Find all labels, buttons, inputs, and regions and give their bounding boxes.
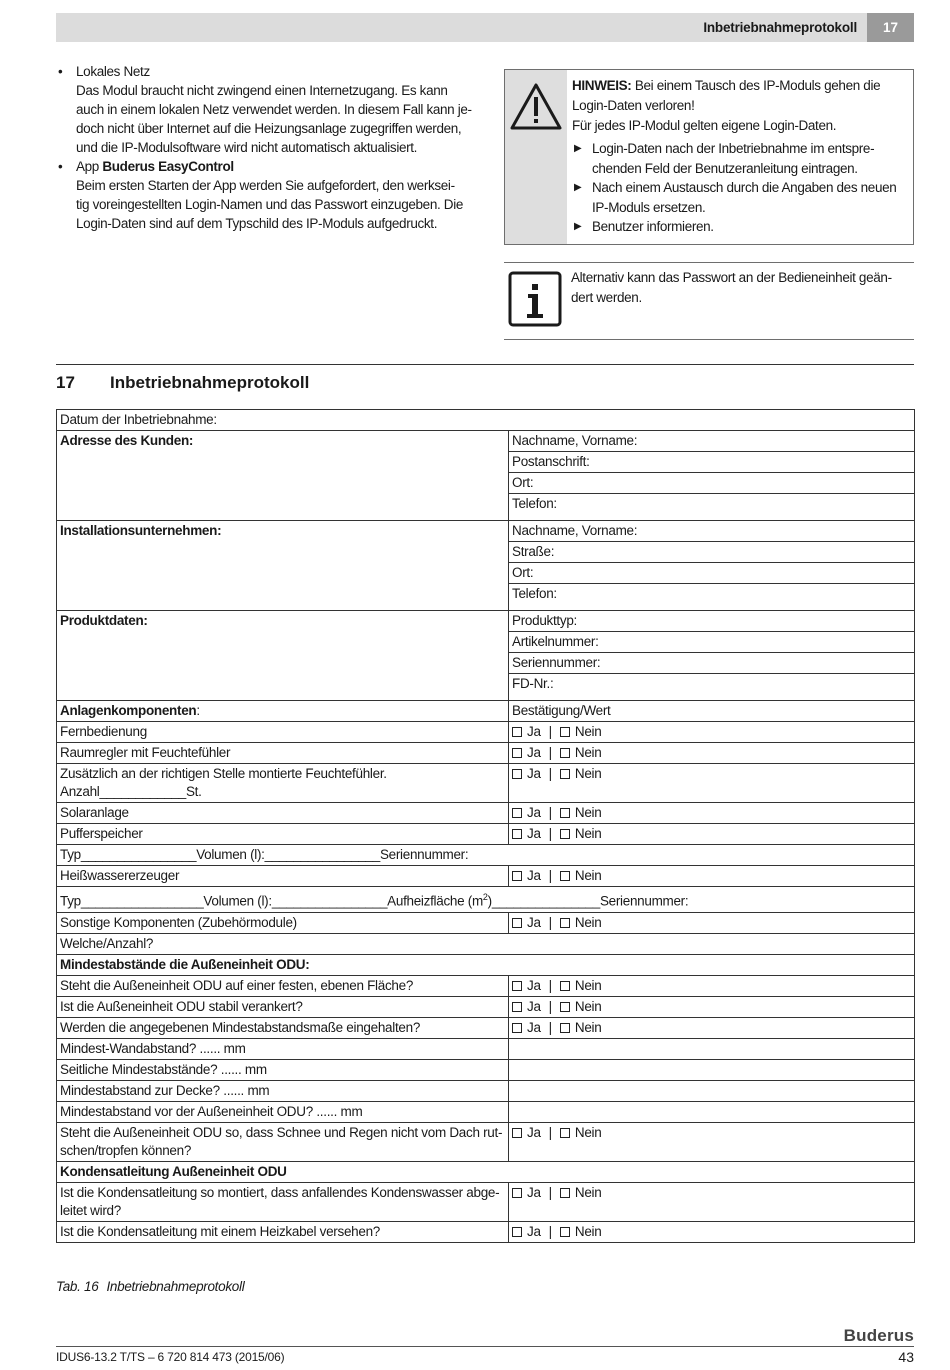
field-customer-city[interactable]: Ort: xyxy=(509,473,915,494)
checkbox-no[interactable] xyxy=(560,1188,570,1198)
field-fd-number[interactable]: FD-Nr.: xyxy=(509,674,915,701)
yes-label: Ja xyxy=(527,1184,541,1200)
yes-label: Ja xyxy=(527,724,541,739)
bullet-line: Login-Daten sind auf dem Typschild des IP-Moduls aufgedruckt. xyxy=(76,216,438,231)
step-line: IP-Moduls ersetzen. xyxy=(592,199,706,215)
field-product-type[interactable]: Produkttyp: xyxy=(509,611,915,632)
product-data-label: Produktdaten: xyxy=(57,611,509,701)
row-label: Ist die Außeneinheit ODU stabil verankert? xyxy=(57,996,509,1017)
table-row xyxy=(57,1161,915,1182)
table-row xyxy=(57,954,915,975)
caption-title: Inbetriebnahmeprotokoll xyxy=(106,1279,245,1294)
row-label xyxy=(57,1182,509,1221)
components-label-text: Anlagenkomponenten xyxy=(60,703,197,718)
table-row xyxy=(57,410,915,431)
step-line: chenden Feld der Benutzeranleitung eintragen. xyxy=(592,160,858,176)
checkbox-no[interactable] xyxy=(560,1128,570,1138)
superscript: 2 xyxy=(482,892,488,902)
min-distance-heading: Mindestabstände die Außeneinheit ODU: xyxy=(57,954,915,975)
bullet-app xyxy=(56,157,476,233)
divider: | xyxy=(548,724,552,739)
bullet-line: auch in einem lokalen Netz verwendet werden. In diesem Fall kann je- xyxy=(76,102,472,117)
table-row xyxy=(57,912,915,933)
yes-label: Ja xyxy=(527,1223,541,1239)
table-row xyxy=(57,1059,915,1080)
divider: | xyxy=(548,868,552,883)
row-label: Werden die angegebenen Mindestabstandsmaße eingehalten? xyxy=(57,1017,509,1038)
bullet-line: und die IP-Modulsoftware wird nicht automatisch aktualisiert. xyxy=(76,140,418,155)
commissioning-table xyxy=(56,409,915,1243)
field-article-number[interactable]: Artikelnummer: xyxy=(509,632,915,653)
checkbox-yes[interactable] xyxy=(512,981,522,991)
arrow-right-icon: ▶ xyxy=(574,221,582,232)
page-header xyxy=(56,13,914,42)
section-number: 17 xyxy=(56,373,75,392)
yes-no-choice xyxy=(509,824,915,845)
yes-label: Ja xyxy=(527,805,541,820)
row-label xyxy=(57,764,509,803)
row-label: Mindestabstand zur Decke? ...... mm xyxy=(57,1080,509,1101)
table-row xyxy=(57,521,915,542)
section-divider xyxy=(56,364,914,365)
table-row xyxy=(57,1038,915,1059)
section-heading xyxy=(56,373,309,393)
checkbox-no[interactable] xyxy=(560,1227,570,1237)
row-label xyxy=(57,1122,509,1161)
checkbox-no[interactable] xyxy=(560,871,570,881)
footer-divider xyxy=(56,1346,914,1347)
no-label: Nein xyxy=(574,1124,602,1140)
yes-no-choice xyxy=(509,764,915,803)
field-buffer-type[interactable]: Typ________________Volumen (l):________________Seriennummer: xyxy=(57,845,915,866)
row-label: Fernbedienung xyxy=(57,722,509,743)
checkbox-yes[interactable] xyxy=(512,829,522,839)
hint-line: Login-Daten verloren! xyxy=(572,98,695,113)
yes-no-choice xyxy=(509,803,915,824)
table-row xyxy=(57,722,915,743)
info-text xyxy=(566,263,900,339)
bullet-title xyxy=(76,157,476,176)
table-row xyxy=(57,1101,915,1122)
yes-no-choice xyxy=(509,912,915,933)
checkbox-no[interactable] xyxy=(560,1002,570,1012)
yes-label: Ja xyxy=(527,868,541,883)
divider: | xyxy=(548,998,552,1014)
checkbox-yes[interactable] xyxy=(512,918,522,928)
divider: | xyxy=(548,805,552,820)
step-line: Benutzer informieren. xyxy=(592,219,714,234)
row-label: Mindestabstand vor der Außeneinheit ODU? ...... mm xyxy=(57,1101,509,1122)
table-row xyxy=(57,824,915,845)
no-label: Nein xyxy=(574,1223,602,1239)
yes-no-choice xyxy=(509,1122,915,1161)
field-hot-water-type[interactable] xyxy=(57,887,915,913)
divider: | xyxy=(548,1124,552,1140)
row-label: Seitliche Mindestabstände? ...... mm xyxy=(57,1059,509,1080)
hint-line xyxy=(572,76,896,96)
yes-no-choice xyxy=(509,996,915,1017)
yes-no-choice xyxy=(509,722,915,743)
table-row xyxy=(57,975,915,996)
yes-no-choice xyxy=(509,1182,915,1221)
app-name: Buderus EasyControl xyxy=(102,159,234,174)
yes-label: Ja xyxy=(527,826,541,841)
row-label: Heißwassererzeuger xyxy=(57,866,509,887)
yes-label: Ja xyxy=(527,977,541,993)
checkbox-yes[interactable] xyxy=(512,808,522,818)
section-title: Inbetriebnahmeprotokoll xyxy=(110,373,310,392)
table-row xyxy=(57,933,915,954)
table-row xyxy=(57,887,915,913)
checkbox-no[interactable] xyxy=(560,727,570,737)
yes-no-choice xyxy=(509,743,915,764)
table-row xyxy=(57,1017,915,1038)
yes-no-choice xyxy=(509,866,915,887)
step-line: Login-Daten nach der Inbetriebnahme im entspre- xyxy=(592,141,875,156)
bullet-line: Das Modul braucht nicht zwingend einen Internetzugang. Es kann xyxy=(76,83,448,98)
table-row xyxy=(57,1221,915,1242)
divider: | xyxy=(548,1184,552,1200)
field-customer-name[interactable]: Nachname, Vorname: xyxy=(509,431,915,452)
checkbox-no[interactable] xyxy=(560,808,570,818)
table-row xyxy=(57,431,915,452)
row-label-line: Ist die Kondensatleitung so montiert, dass anfallendes Kondenswasser abge- xyxy=(60,1184,500,1200)
row-label-line: Steht die Außeneinheit ODU so, dass Schnee und Regen nicht vom Dach rut- xyxy=(60,1124,503,1140)
row-label: Sonstige Komponenten (Zubehörmodule) xyxy=(57,912,509,933)
field-serial-number[interactable]: Seriennummer: xyxy=(509,653,915,674)
row-label: Ist die Kondensatleitung mit einem Heizkabel versehen? xyxy=(57,1221,509,1242)
checkbox-yes[interactable] xyxy=(512,1002,522,1012)
page-number: 43 xyxy=(898,1349,914,1365)
checkbox-yes[interactable] xyxy=(512,1128,522,1138)
hint-text xyxy=(567,70,904,244)
table-row xyxy=(57,1122,915,1161)
no-label: Nein xyxy=(574,914,602,930)
field-which-count[interactable]: Welche/Anzahl? xyxy=(57,933,915,954)
row-label: Solaranlage xyxy=(57,803,509,824)
divider: | xyxy=(548,745,552,760)
checkbox-yes[interactable] xyxy=(512,871,522,881)
row-label: Raumregler mit Feuchtefühler xyxy=(57,743,509,764)
row-label-line: Zusätzlich an der richtigen Stelle montierte Feuchtefühler. xyxy=(60,766,387,781)
bullet-line: doch nicht über Internet auf die Heizungsanlage zugegriffen werden, xyxy=(76,121,462,136)
no-label: Nein xyxy=(574,1184,602,1200)
table-row xyxy=(57,611,915,632)
bullet-list xyxy=(56,62,476,233)
table-row xyxy=(57,1182,915,1221)
value-cell[interactable] xyxy=(509,1038,915,1059)
bullet-line: tig voreingestellten Login-Namen und das Passwort einzugeben. Die xyxy=(76,197,463,212)
brand-logo: Buderus xyxy=(843,1326,914,1345)
checkbox-yes[interactable] xyxy=(512,1227,522,1237)
field-installer-city[interactable]: Ort: xyxy=(509,563,915,584)
value-cell[interactable] xyxy=(509,1080,915,1101)
field-customer-postal[interactable]: Postanschrift: xyxy=(509,452,915,473)
yes-no-choice xyxy=(509,975,915,996)
field-customer-phone[interactable]: Telefon: xyxy=(509,494,915,521)
table-caption xyxy=(56,1279,244,1294)
yes-label: Ja xyxy=(527,914,541,930)
hint-label: HINWEIS: xyxy=(572,78,632,93)
hint-step xyxy=(572,178,896,217)
table-row xyxy=(57,1080,915,1101)
bullet-local-network xyxy=(56,62,476,157)
bullet-line: Beim ersten Starten der App werden Sie aufgefordert, den werksei- xyxy=(76,178,455,193)
arrow-right-icon: ▶ xyxy=(574,182,582,193)
row-label: Steht die Außeneinheit ODU auf einer festen, ebenen Fläche? xyxy=(57,975,509,996)
hint-box xyxy=(504,69,914,245)
document-id: IDUS6-13.2 T/TS – 6 720 814 473 (2015/06) xyxy=(56,1350,285,1364)
table-row xyxy=(57,996,915,1017)
info-icon xyxy=(508,271,562,327)
value-cell[interactable] xyxy=(509,1059,915,1080)
info-line: dert werden. xyxy=(571,290,642,305)
no-label: Nein xyxy=(574,745,602,760)
components-colon: : xyxy=(196,703,200,718)
chapter-number: 17 xyxy=(867,13,914,42)
condensate-heading: Kondensatleitung Außeneinheit ODU xyxy=(57,1161,915,1182)
divider: | xyxy=(548,1223,552,1239)
yes-no-choice xyxy=(509,1017,915,1038)
no-label: Nein xyxy=(574,805,602,820)
row-label-line: leitet wird? xyxy=(60,1202,121,1218)
field-date[interactable]: Datum der Inbetriebnahme: xyxy=(57,410,915,431)
yes-label: Ja xyxy=(527,1019,541,1035)
table-row xyxy=(57,764,915,803)
checkbox-no[interactable] xyxy=(560,1023,570,1033)
checkbox-yes[interactable] xyxy=(512,1188,522,1198)
components-label xyxy=(57,701,509,722)
yes-no-choice xyxy=(509,1221,915,1242)
hw-type-text: )_______________Seriennummer: xyxy=(487,893,689,909)
table-row xyxy=(57,701,915,722)
customer-address-label: Adresse des Kunden: xyxy=(57,431,509,521)
table-row xyxy=(57,803,915,824)
yes-label: Ja xyxy=(527,745,541,760)
checkbox-no[interactable] xyxy=(560,918,570,928)
value-cell[interactable] xyxy=(509,1101,915,1122)
row-label-line: schen/tropfen können? xyxy=(60,1142,192,1158)
field-installer-street[interactable]: Straße: xyxy=(509,542,915,563)
yes-label: Ja xyxy=(527,766,541,781)
app-prefix: App xyxy=(76,159,103,174)
hint-step xyxy=(572,217,896,237)
checkbox-yes[interactable] xyxy=(512,769,522,779)
hw-type-text: Typ_________________Volumen (l):________________Aufheizfläche (m xyxy=(60,893,483,909)
hint-icon-area xyxy=(505,70,567,244)
table-row xyxy=(57,866,915,887)
divider: | xyxy=(548,826,552,841)
arrow-right-icon: ▶ xyxy=(574,143,582,154)
field-installer-name[interactable]: Nachname, Vorname: xyxy=(509,521,915,542)
divider: | xyxy=(548,1019,552,1035)
table-row xyxy=(57,845,915,866)
hint-step xyxy=(572,139,896,178)
table-row xyxy=(57,743,915,764)
checkbox-yes[interactable] xyxy=(512,727,522,737)
confirmation-header: Bestätigung/Wert xyxy=(509,701,915,722)
divider: | xyxy=(548,977,552,993)
divider: | xyxy=(548,914,552,930)
warning-triangle-icon xyxy=(509,82,563,132)
no-label: Nein xyxy=(574,977,602,993)
checkbox-no[interactable] xyxy=(560,981,570,991)
yes-label: Ja xyxy=(527,998,541,1014)
installer-label: Installationsunternehmen: xyxy=(57,521,509,611)
no-label: Nein xyxy=(574,868,602,883)
checkbox-yes[interactable] xyxy=(512,1023,522,1033)
checkbox-no[interactable] xyxy=(560,748,570,758)
header-title: Inbetriebnahmeprotokoll xyxy=(703,20,857,35)
row-label-line: Anzahl____________St. xyxy=(60,784,202,799)
no-label: Nein xyxy=(574,724,602,739)
info-icon-area xyxy=(504,263,566,339)
no-label: Nein xyxy=(574,1019,602,1035)
no-label: Nein xyxy=(574,766,602,781)
hint-line-text: Bei einem Tausch des IP-Moduls gehen die xyxy=(631,78,881,93)
step-line: Nach einem Austausch durch die Angaben des neuen xyxy=(592,180,897,195)
row-label: Mindest-Wandabstand? ...... mm xyxy=(57,1038,509,1059)
info-line: Alternativ kann das Passwort an der Bedieneinheit geän- xyxy=(571,270,892,285)
divider: | xyxy=(548,766,552,781)
no-label: Nein xyxy=(574,826,602,841)
caption-number: Tab. 16 xyxy=(56,1279,99,1294)
checkbox-no[interactable] xyxy=(560,769,570,779)
bullet-title: • Lokales Netz xyxy=(76,64,150,79)
checkbox-no[interactable] xyxy=(560,829,570,839)
info-box xyxy=(504,262,914,340)
row-label: Pufferspeicher xyxy=(57,824,509,845)
field-installer-phone[interactable]: Telefon: xyxy=(509,584,915,611)
no-label: Nein xyxy=(574,998,602,1014)
yes-label: Ja xyxy=(527,1124,541,1140)
checkbox-yes[interactable] xyxy=(512,748,522,758)
hint-line: Für jedes IP-Modul gelten eigene Login-Daten. xyxy=(572,118,837,133)
